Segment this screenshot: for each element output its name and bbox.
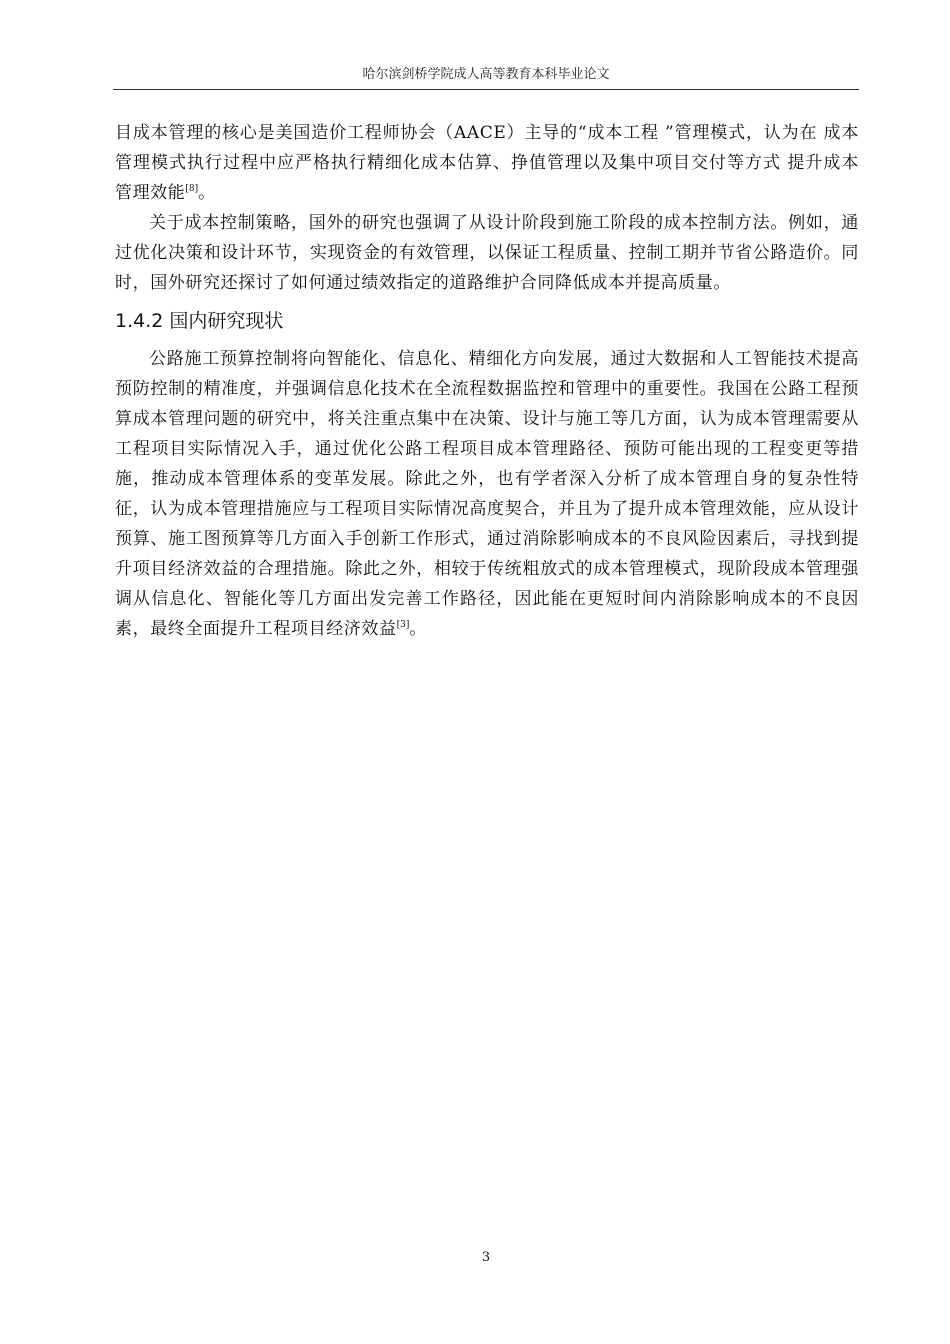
running-header: 哈尔滨剑桥学院成人高等教育本科毕业论文 <box>362 67 610 82</box>
section-heading: 1.4.2 国内研究现状 <box>115 310 284 332</box>
paragraph-text: 目成本管理的核心是美国造价工程师协会（AACE）主导的“成本工程 ”管理模式，认为在 成本管理模式执行过程中应严格执行精细化成本估算、挣值管理以及集中项目交付等方式 提升成本管理效能 <box>115 123 859 203</box>
paragraph-end-punct: 。 <box>198 183 216 203</box>
citation-ref: [8] <box>185 184 199 194</box>
paragraph-end-punct: 。 <box>409 619 427 639</box>
page-number: 3 <box>481 1250 491 1265</box>
paragraph-domestic-research <box>115 344 859 644</box>
paragraph-cost-control-strategy: 关于成本控制策略，国外的研究也强调了从设计阶段到施工阶段的成本控制方法。例如，通过优化决策和设计环节，实现资金的有效管理，以保证工程质量、控制工期并节省公路造价。同时，国外研究还探讨了如何通过绩效指定的道路维护合同降低成本并提高质量。 <box>115 213 859 293</box>
paragraph-aace-cost-engineering <box>115 118 859 208</box>
citation-ref: [3] <box>396 620 410 630</box>
document-body <box>115 118 859 644</box>
header-divider <box>113 89 859 90</box>
paragraph-text: 公路施工预算控制将向智能化、信息化、精细化方向发展，通过大数据和人工智能技术提高预防控制的精准度，并强调信息化技术在全流程数据监控和管理中的重要性。我国在公路工程预算成本管理问题的研究中，将关注重点集中在决策、设计与施工等几方面，认为成本管理需要从工程项目实际情况入手，通过优化公路工程项目成本管理路径、预防可能出现的工程变更等措施，推动成本管理体系的变革发展。除此之外，也有学者深入分析了成本管理自身的复杂性特征，认为成本管理措施应与工程项目实际情况高度契合，并且为了提升成本管理效能，应从设计预算、施工图预算等几方面入手创新工作形式，通过消除影响成本的不良风险因素后，寻找到提升项目经济效益的合理措施。除此之外，相较于传统粗放式的成本管理模式，现阶段成本管理强调从信息化、智能化等几方面出发完善工作路径，因此能在更短时间内消除影响成本的不良因素，最终全面提升工程项目经济效益 <box>115 349 859 639</box>
